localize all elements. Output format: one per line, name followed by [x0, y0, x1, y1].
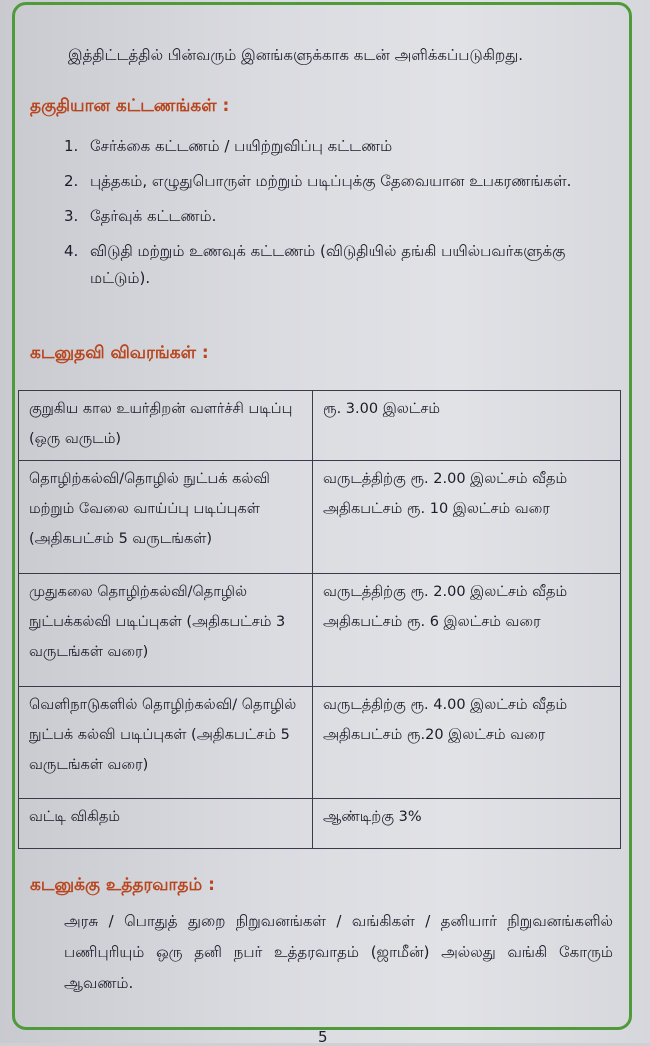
course-cell: முதுகலை தொழிற்கல்வி/தொழில் நுட்பக்கல்வி படிப்புகள் (அதிகபட்சம் 3 வருடங்கள் வரை) [19, 574, 313, 687]
course-cell: தொழிற்கல்வி/தொழில் நுட்பக் கல்வி மற்றும் வேலை வாய்ப்பு படிப்புகள் (அதிகபட்சம் 5 வருடங்கள்) [19, 461, 313, 574]
table-row [19, 799, 621, 849]
course-cell: வட்டி விகிதம் [19, 799, 313, 849]
amount-cell: ரூ. 3.00 இலட்சம் [313, 391, 621, 461]
list-item-number: 1. [64, 137, 79, 155]
table-row [19, 391, 621, 461]
course-cell: குறுகிய கால உயர்திறன் வளர்ச்சி படிப்பு (ஒரு வருடம்) [19, 391, 313, 461]
list-item [64, 133, 612, 160]
course-cell: வெளிநாடுகளில் தொழிற்கல்வி/ தொழில் நுட்பக் கல்வி படிப்புகள் (அதிகபட்சம் 5 வருடங்கள் வரை) [19, 687, 313, 799]
list-item [64, 238, 612, 292]
list-item [64, 203, 612, 230]
table-row [19, 574, 621, 687]
list-item-number: 3. [64, 207, 79, 225]
list-item [64, 168, 612, 195]
list-item-text: சேர்க்கை கட்டணம் / பயிற்றுவிப்பு கட்டணம் [90, 137, 393, 155]
amount-cell: வருடத்திற்கு ரூ. 2.00 இலட்சம் வீதம் அதிகபட்சம் ரூ. 6 இலட்சம் வரை [313, 574, 621, 687]
fees-list [64, 133, 612, 300]
guarantee-paragraph [30, 906, 613, 999]
list-item-text: விடுதி மற்றும் உணவுக் கட்டணம் (விடுதியில் தங்கி பயில்பவர்களுக்கு மட்டும்). [90, 242, 566, 287]
page-number: 5 [318, 1028, 328, 1046]
amount-cell: ஆண்டிற்கு 3% [313, 799, 621, 849]
list-item-text: தேர்வுக் கட்டணம். [90, 207, 217, 225]
table-row [19, 687, 621, 799]
table-row [19, 461, 621, 574]
loan-details-heading: கடனுதவி விவரங்கள் : [30, 343, 209, 363]
amount-cell: வருடத்திற்கு ரூ. 2.00 இலட்சம் வீதம் அதிகபட்சம் ரூ. 10 இலட்சம் வரை [313, 461, 621, 574]
intro-text: இத்திட்டத்தில் பின்வரும் இனங்களுக்காக கடன் அளிக்கப்படுகிறது. [68, 46, 524, 64]
list-item-number: 2. [64, 172, 79, 190]
list-item-number: 4. [64, 242, 79, 260]
amount-cell: வருடத்திற்கு ரூ. 4.00 இலட்சம் வீதம் அதிகபட்சம் ரூ.20 இலட்சம் வரை [313, 687, 621, 799]
guarantee-heading: கடனுக்கு உத்தரவாதம் : [30, 875, 215, 895]
list-item-text: புத்தகம், எழுதுபொருள் மற்றும் படிப்புக்கு தேவையான உபகரணங்கள். [90, 172, 572, 190]
fees-heading: தகுதியான கட்டணங்கள் : [30, 96, 230, 116]
loan-details-table [18, 390, 621, 849]
guarantee-text: அரசு / பொதுத் துறை நிறுவனங்கள் / வங்கிகள் / தனியார் நிறுவனங்களில் பணிபுரியும் ஒரு தனி நபர் உத்தரவாதம் (ஜாமீன்) அல்லது வங்கி கோரும் ஆவணம். [64, 912, 613, 992]
